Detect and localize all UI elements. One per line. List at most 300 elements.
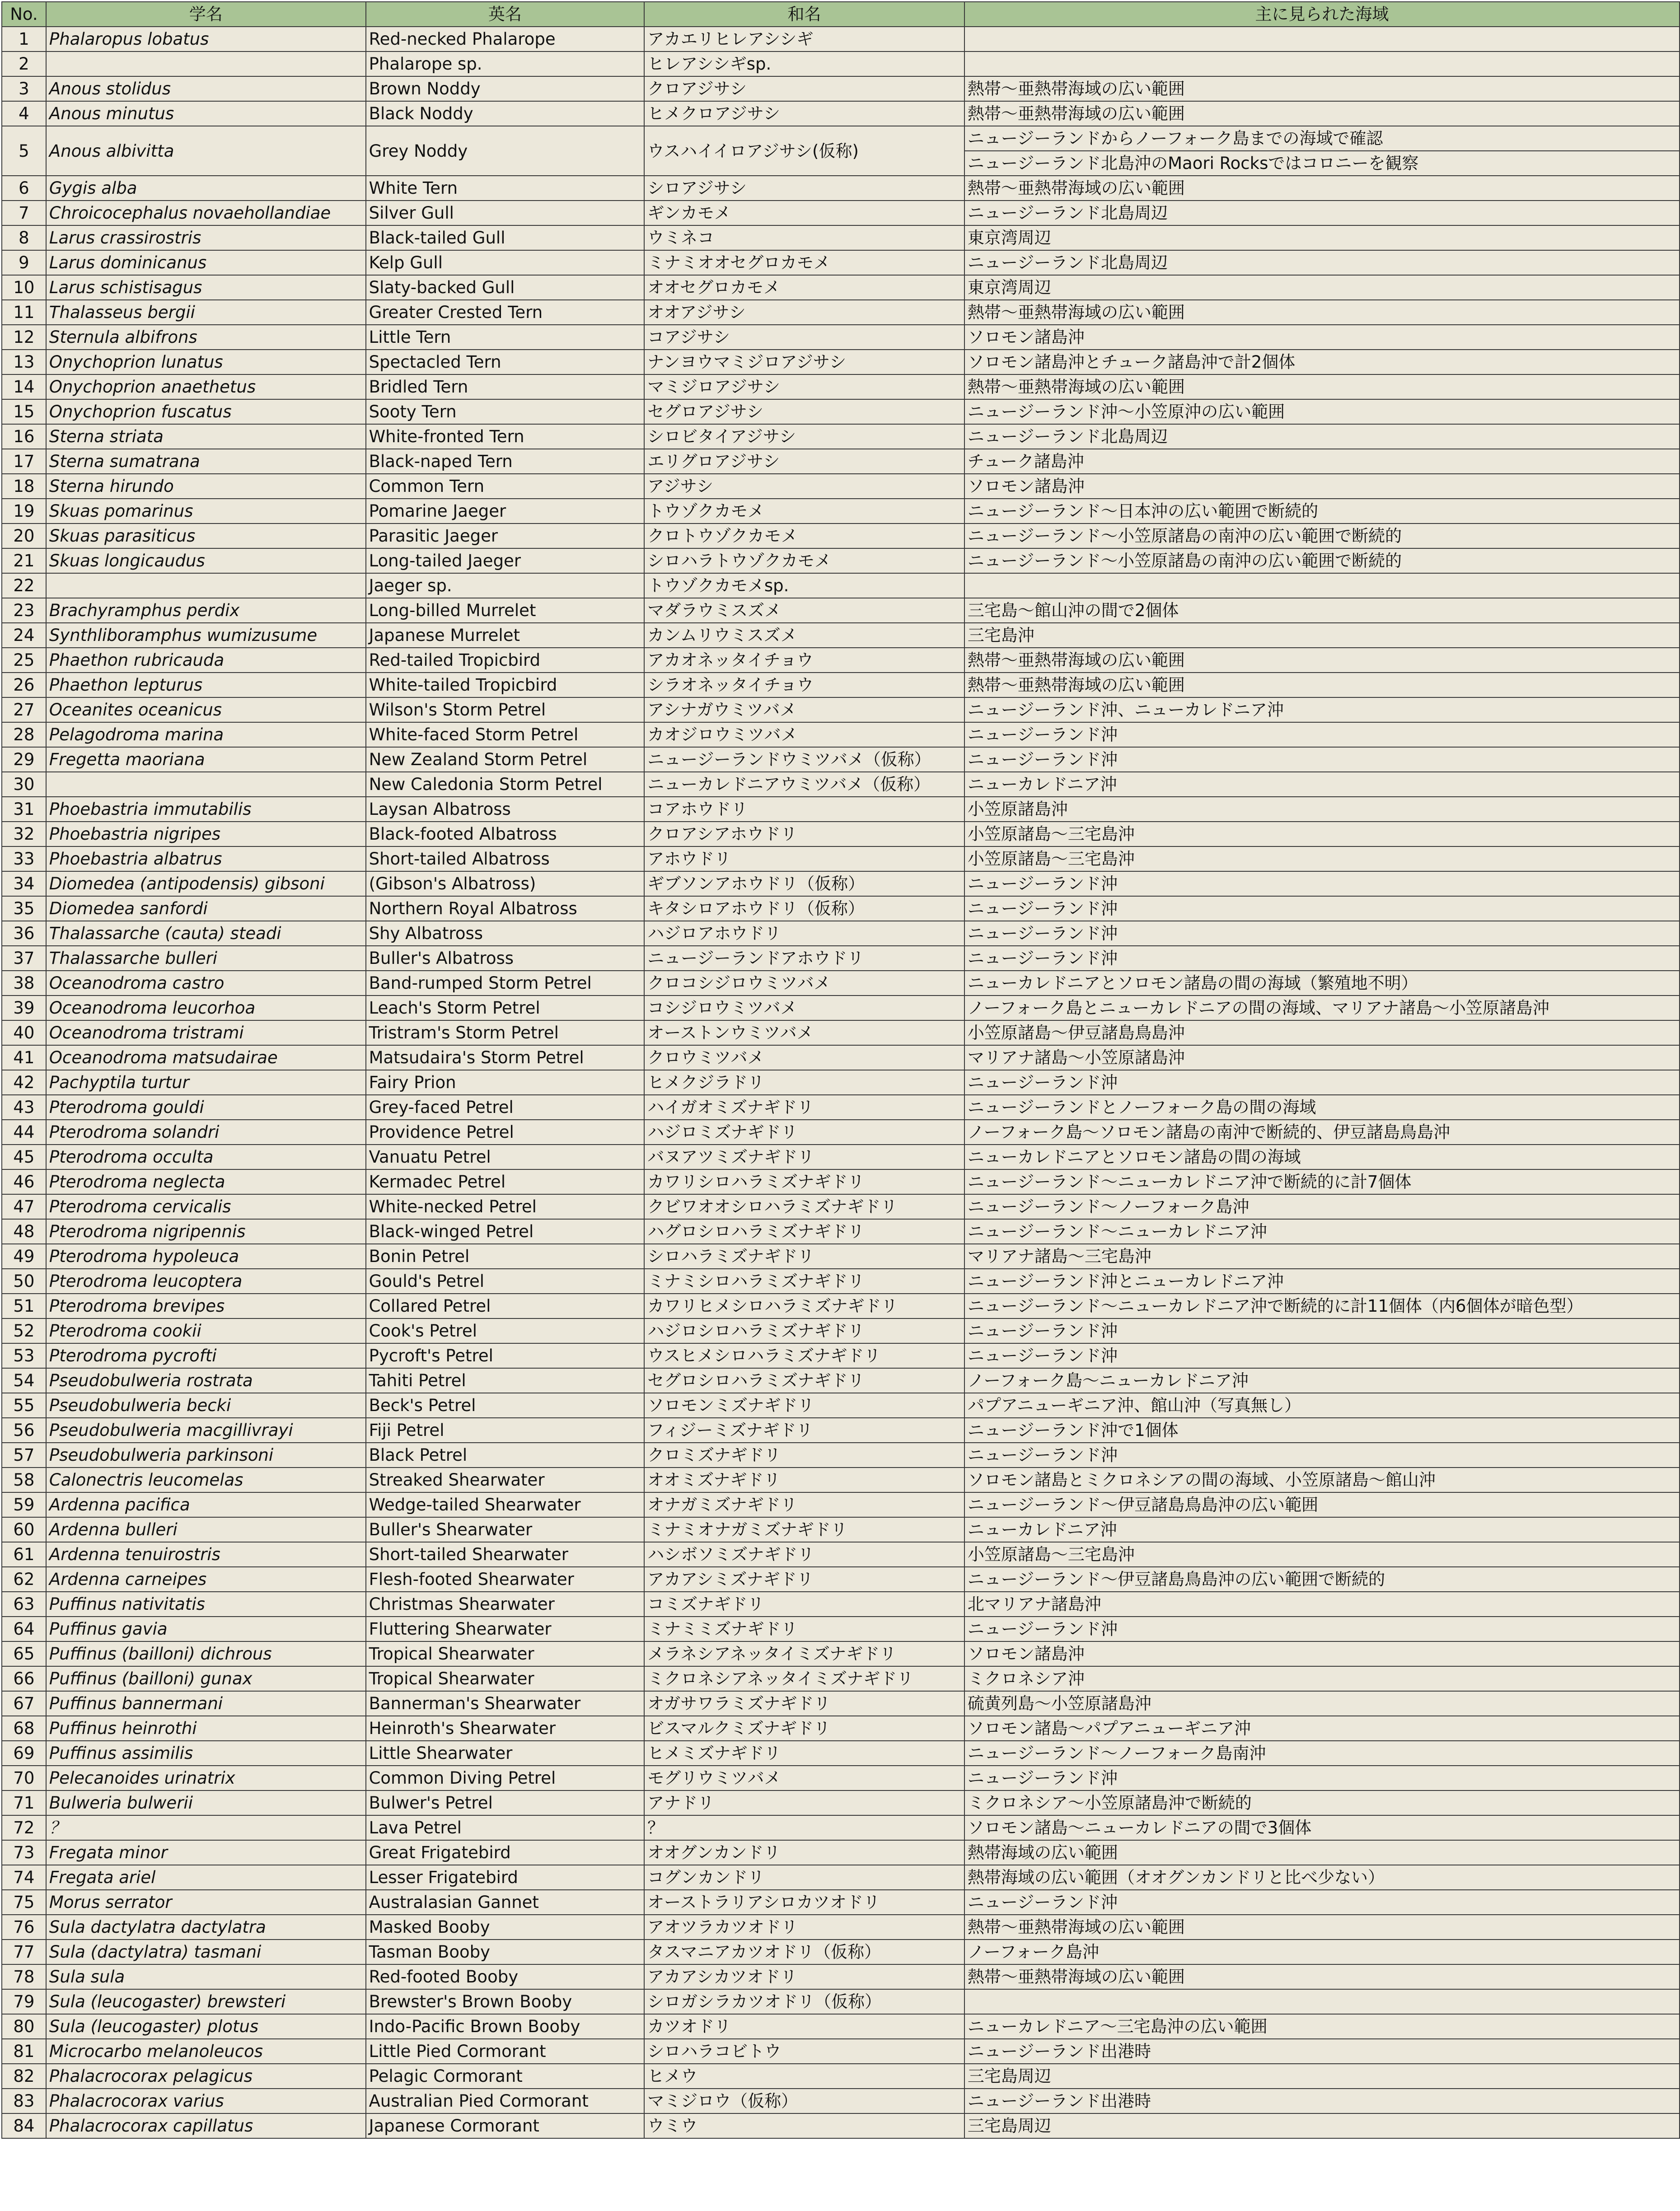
cell-english-name: Streaked Shearwater	[366, 1468, 645, 1492]
cell-no: 7	[2, 201, 46, 225]
cell-english-name: Australian Pied Cormorant	[366, 2089, 645, 2113]
cell-scientific-name: Oceanites oceanicus	[46, 697, 366, 722]
cell-japanese-name: ハグロシロハラミズナギドリ	[644, 1219, 964, 1244]
cell-sea-area	[964, 27, 1680, 51]
cell-no: 45	[2, 1145, 46, 1169]
cell-japanese-name: カワリヒメシロハラミズナギドリ	[644, 1294, 964, 1318]
cell-japanese-name: シロハラコビトウ	[644, 2039, 964, 2064]
cell-japanese-name: ウスハイイロアジサシ(仮称)	[644, 126, 964, 176]
cell-japanese-name: コグンカンドリ	[644, 1865, 964, 1890]
cell-english-name: Flesh-footed Shearwater	[366, 1567, 645, 1592]
cell-no: 55	[2, 1393, 46, 1418]
table-row	[2, 1741, 1680, 1766]
cell-no: 54	[2, 1368, 46, 1393]
cell-sea-area: ニュージーランド沖	[964, 871, 1680, 896]
table-row	[2, 225, 1680, 250]
cell-sea-area: ソロモン諸島沖	[964, 474, 1680, 499]
cell-japanese-name: アカアシカツオドリ	[644, 1964, 964, 1989]
cell-no: 62	[2, 1567, 46, 1592]
cell-sea-area: ソロモン諸島沖	[964, 325, 1680, 350]
cell-sea-area: 小笠原諸島～三宅島沖	[964, 1542, 1680, 1567]
cell-english-name: Kelp Gull	[366, 250, 645, 275]
cell-english-name: Little Shearwater	[366, 1741, 645, 1766]
cell-japanese-name: カオジロウミツバメ	[644, 722, 964, 747]
table-row	[2, 1617, 1680, 1641]
cell-japanese-name: クロトウゾクカモメ	[644, 524, 964, 548]
cell-japanese-name: オオアジサシ	[644, 300, 964, 325]
cell-no: 28	[2, 722, 46, 747]
table-row	[2, 176, 1680, 201]
cell-sea-area: ノーフォーク島沖	[964, 1940, 1680, 1964]
cell-english-name: Black Noddy	[366, 101, 645, 126]
cell-no: 20	[2, 524, 46, 548]
cell-sea-area: 熱帯海域の広い範囲（オオグンカンドリと比べ少ない）	[964, 1865, 1680, 1890]
cell-scientific-name: Bulweria bulwerii	[46, 1790, 366, 1815]
cell-japanese-name: トウゾクカモメsp.	[644, 573, 964, 598]
cell-japanese-name: クロコシジロウミツバメ	[644, 971, 964, 996]
cell-english-name: Shy Albatross	[366, 921, 645, 946]
table-row	[2, 747, 1680, 772]
cell-sea-area: ニュージーランド～ノーフォーク島沖	[964, 1194, 1680, 1219]
cell-scientific-name	[46, 573, 366, 598]
cell-japanese-name: ウスヒメシロハラミズナギドリ	[644, 1343, 964, 1368]
table-row	[2, 2089, 1680, 2113]
cell-sea-area: ソロモン諸島沖	[964, 1641, 1680, 1666]
table-row	[2, 350, 1680, 374]
cell-english-name: Jaeger sp.	[366, 573, 645, 598]
cell-no: 81	[2, 2039, 46, 2064]
cell-scientific-name	[46, 772, 366, 797]
table-row	[2, 1194, 1680, 1219]
cell-english-name: Brewster's Brown Booby	[366, 1989, 645, 2014]
table-row	[2, 2014, 1680, 2039]
cell-scientific-name: Anous stolidus	[46, 76, 366, 101]
table-row	[2, 946, 1680, 971]
table-row	[2, 1393, 1680, 1418]
cell-scientific-name: Diomedea (antipodensis) gibsoni	[46, 871, 366, 896]
cell-english-name: White-tailed Tropicbird	[366, 673, 645, 697]
cell-scientific-name: Phalacrocorax capillatus	[46, 2113, 366, 2138]
cell-english-name: White-necked Petrel	[366, 1194, 645, 1219]
header-sea-area: 主に見られた海域	[964, 2, 1680, 27]
table-row	[2, 623, 1680, 648]
cell-english-name: Wedge-tailed Shearwater	[366, 1492, 645, 1517]
cell-scientific-name: Oceanodroma castro	[46, 971, 366, 996]
table-row	[2, 2113, 1680, 2138]
cell-scientific-name: Fregata minor	[46, 1840, 366, 1865]
table-row	[2, 1915, 1680, 1940]
cell-scientific-name: Calonectris leucomelas	[46, 1468, 366, 1492]
cell-japanese-name: シロビタイアジサシ	[644, 424, 964, 449]
cell-scientific-name: Phalacrocorax varius	[46, 2089, 366, 2113]
cell-sea-area: 小笠原諸島～伊豆諸島鳥島沖	[964, 1020, 1680, 1045]
table-row	[2, 697, 1680, 722]
cell-sea-area: パプアニューギニア沖、館山沖（写真無し）	[964, 1393, 1680, 1418]
cell-japanese-name: ミナミオナガミズナギドリ	[644, 1517, 964, 1542]
cell-scientific-name: Larus schistisagus	[46, 275, 366, 300]
table-row	[2, 474, 1680, 499]
cell-japanese-name: ビスマルクミズナギドリ	[644, 1716, 964, 1741]
cell-japanese-name: オオミズナギドリ	[644, 1468, 964, 1492]
cell-japanese-name: ミクロネシアネッタイミズナギドリ	[644, 1666, 964, 1691]
cell-japanese-name: トウゾクカモメ	[644, 499, 964, 524]
cell-japanese-name: ハイガオミズナギドリ	[644, 1095, 964, 1120]
cell-scientific-name: Sternula albifrons	[46, 325, 366, 350]
cell-no: 66	[2, 1666, 46, 1691]
cell-sea-area: 小笠原諸島～三宅島沖	[964, 822, 1680, 846]
cell-sea-area: ニュージーランド～小笠原諸島の南沖の広い範囲で断続的	[964, 548, 1680, 573]
cell-no: 58	[2, 1468, 46, 1492]
cell-no: 17	[2, 449, 46, 474]
table-row	[2, 1790, 1680, 1815]
cell-japanese-name: クロミズナギドリ	[644, 1443, 964, 1468]
table-row	[2, 1070, 1680, 1095]
table-row	[2, 1940, 1680, 1964]
cell-japanese-name: ニュージーランドウミツバメ（仮称）	[644, 747, 964, 772]
cell-sea-area: ニュージーランド～ノーフォーク島南沖	[964, 1741, 1680, 1766]
cell-scientific-name: Anous albivitta	[46, 126, 366, 176]
cell-no: 83	[2, 2089, 46, 2113]
cell-japanese-name: オガサワラミズナギドリ	[644, 1691, 964, 1716]
cell-no: 43	[2, 1095, 46, 1120]
cell-japanese-name: コアホウドリ	[644, 797, 964, 822]
cell-sea-area: ニューカレドニアとソロモン諸島の間の海域	[964, 1145, 1680, 1169]
cell-japanese-name: メラネシアネッタイミズナギドリ	[644, 1641, 964, 1666]
cell-english-name: New Caledonia Storm Petrel	[366, 772, 645, 797]
cell-scientific-name: Sula (leucogaster) brewsteri	[46, 1989, 366, 2014]
cell-sea-area: ニュージーランド沖	[964, 921, 1680, 946]
cell-scientific-name: Puffinus assimilis	[46, 1741, 366, 1766]
cell-sea-area: ニュージーランド沖とニューカレドニア沖	[964, 1269, 1680, 1294]
cell-english-name: Black-footed Albatross	[366, 822, 645, 846]
cell-english-name: Great Frigatebird	[366, 1840, 645, 1865]
cell-japanese-name: ニューカレドニアウミツバメ（仮称）	[644, 772, 964, 797]
cell-sea-area: ニュージーランド沖で1個体	[964, 1418, 1680, 1443]
cell-no: 30	[2, 772, 46, 797]
cell-japanese-name: ナンヨウマミジロアジサシ	[644, 350, 964, 374]
cell-english-name: Little Tern	[366, 325, 645, 350]
cell-scientific-name: Pterodroma cervicalis	[46, 1194, 366, 1219]
cell-scientific-name: Pseudobulweria rostrata	[46, 1368, 366, 1393]
cell-sea-area: ニュージーランド沖	[964, 747, 1680, 772]
cell-no: 41	[2, 1045, 46, 1070]
cell-no: 15	[2, 399, 46, 424]
cell-scientific-name: Pterodroma nigripennis	[46, 1219, 366, 1244]
cell-english-name: Pomarine Jaeger	[366, 499, 645, 524]
cell-sea-area: 熱帯～亜熱帯海域の広い範囲	[964, 300, 1680, 325]
cell-no: 34	[2, 871, 46, 896]
table-row	[2, 126, 1680, 151]
cell-no: 52	[2, 1318, 46, 1343]
table-row	[2, 1840, 1680, 1865]
cell-sea-area: ニュージーランド沖	[964, 1890, 1680, 1915]
cell-english-name: Indo-Pacific Brown Booby	[366, 2014, 645, 2039]
cell-english-name: Lava Petrel	[366, 1815, 645, 1840]
cell-sea-area: マリアナ諸島～小笠原諸島沖	[964, 1045, 1680, 1070]
cell-scientific-name: Pterodroma gouldi	[46, 1095, 366, 1120]
cell-sea-area: ニュージーランド～ニューカレドニア沖	[964, 1219, 1680, 1244]
cell-english-name: Wilson's Storm Petrel	[366, 697, 645, 722]
cell-no: 63	[2, 1592, 46, 1617]
cell-sea-area	[964, 51, 1680, 76]
cell-no: 56	[2, 1418, 46, 1443]
cell-sea-area: 熱帯～亜熱帯海域の広い範囲	[964, 673, 1680, 697]
cell-sea-area: 北マリアナ諸島沖	[964, 1592, 1680, 1617]
cell-scientific-name: Puffinus (bailloni) gunax	[46, 1666, 366, 1691]
cell-no: 57	[2, 1443, 46, 1468]
cell-no: 84	[2, 2113, 46, 2138]
cell-no: 50	[2, 1269, 46, 1294]
cell-japanese-name: ヒメミズナギドリ	[644, 1741, 964, 1766]
cell-japanese-name: アシナガウミツバメ	[644, 697, 964, 722]
cell-no: 5	[2, 126, 46, 176]
cell-sea-area: ニュージーランド北島周辺	[964, 250, 1680, 275]
cell-japanese-name: ギンカモメ	[644, 201, 964, 225]
table-row	[2, 871, 1680, 896]
species-table	[1, 1, 1680, 2139]
cell-english-name: Tahiti Petrel	[366, 1368, 645, 1393]
cell-japanese-name: コシジロウミツバメ	[644, 996, 964, 1020]
cell-japanese-name: ミナミシロハラミズナギドリ	[644, 1269, 964, 1294]
cell-scientific-name: Thalasseus bergii	[46, 300, 366, 325]
cell-scientific-name: Oceanodroma tristrami	[46, 1020, 366, 1045]
table-row	[2, 449, 1680, 474]
cell-sea-area: ニュージーランド沖	[964, 1766, 1680, 1790]
table-row	[2, 1691, 1680, 1716]
cell-scientific-name: Onychoprion fuscatus	[46, 399, 366, 424]
cell-sea-area: ニュージーランド沖、ニューカレドニア沖	[964, 697, 1680, 722]
table-row	[2, 374, 1680, 399]
cell-sea-area: ニュージーランド北島沖のMaori Rocksではコロニーを観察	[964, 151, 1680, 176]
cell-scientific-name: Ardenna bulleri	[46, 1517, 366, 1542]
cell-sea-area: ノーフォーク島～ソロモン諸島の南沖で断続的、伊豆諸島鳥島沖	[964, 1120, 1680, 1145]
cell-no: 65	[2, 1641, 46, 1666]
cell-no: 39	[2, 996, 46, 1020]
cell-japanese-name: バヌアツミズナギドリ	[644, 1145, 964, 1169]
cell-sea-area: ニュージーランドとノーフォーク島の間の海域	[964, 1095, 1680, 1120]
cell-scientific-name: Puffinus nativitatis	[46, 1592, 366, 1617]
cell-english-name: Spectacled Tern	[366, 350, 645, 374]
cell-no: 26	[2, 673, 46, 697]
table-row	[2, 1641, 1680, 1666]
cell-japanese-name: コミズナギドリ	[644, 1592, 964, 1617]
cell-scientific-name: Phalacrocorax pelagicus	[46, 2064, 366, 2089]
table-row	[2, 201, 1680, 225]
table-row	[2, 1468, 1680, 1492]
cell-english-name: Bannerman's Shearwater	[366, 1691, 645, 1716]
cell-japanese-name: クビワオオシロハラミズナギドリ	[644, 1194, 964, 1219]
header-no: No.	[2, 2, 46, 27]
cell-japanese-name: アオツラカツオドリ	[644, 1915, 964, 1940]
cell-english-name: Tropical Shearwater	[366, 1641, 645, 1666]
cell-japanese-name: クロウミツバメ	[644, 1045, 964, 1070]
cell-sea-area: 三宅島沖	[964, 623, 1680, 648]
cell-no: 73	[2, 1840, 46, 1865]
cell-scientific-name: Thalassarche bulleri	[46, 946, 366, 971]
cell-sea-area: ニュージーランド出港時	[964, 2039, 1680, 2064]
cell-english-name: Little Pied Cormorant	[366, 2039, 645, 2064]
cell-no: 49	[2, 1244, 46, 1269]
cell-scientific-name: Brachyramphus perdix	[46, 598, 366, 623]
cell-japanese-name: ハジロミズナギドリ	[644, 1120, 964, 1145]
cell-english-name: Parasitic Jaeger	[366, 524, 645, 548]
cell-japanese-name: ミナミオオセグロカモメ	[644, 250, 964, 275]
cell-no: 59	[2, 1492, 46, 1517]
cell-scientific-name: ？	[46, 1815, 366, 1840]
header-english-name: 英名	[366, 2, 645, 27]
cell-scientific-name: Phoebastria immutabilis	[46, 797, 366, 822]
cell-scientific-name: Puffinus gavia	[46, 1617, 366, 1641]
table-row	[2, 1766, 1680, 1790]
cell-no: 71	[2, 1790, 46, 1815]
cell-japanese-name: セグロアジサシ	[644, 399, 964, 424]
cell-scientific-name: Pseudobulweria becki	[46, 1393, 366, 1418]
cell-japanese-name: キタシロアホウドリ（仮称）	[644, 896, 964, 921]
table-row	[2, 896, 1680, 921]
table-row	[2, 1219, 1680, 1244]
cell-japanese-name: ハジロシロハラミズナギドリ	[644, 1318, 964, 1343]
cell-no: 37	[2, 946, 46, 971]
cell-sea-area: ソロモン諸島とミクロネシアの間の海域、小笠原諸島～館山沖	[964, 1468, 1680, 1492]
cell-no: 24	[2, 623, 46, 648]
table-row	[2, 1964, 1680, 1989]
header-japanese-name: 和名	[644, 2, 964, 27]
cell-english-name: Red-tailed Tropicbird	[366, 648, 645, 673]
cell-scientific-name: Fregata ariel	[46, 1865, 366, 1890]
cell-english-name: Pycroft's Petrel	[366, 1343, 645, 1368]
cell-english-name: Collared Petrel	[366, 1294, 645, 1318]
cell-scientific-name: Thalassarche (cauta) steadi	[46, 921, 366, 946]
cell-sea-area: ニュージーランド沖	[964, 1443, 1680, 1468]
cell-scientific-name: Gygis alba	[46, 176, 366, 201]
cell-japanese-name: マダラウミスズメ	[644, 598, 964, 623]
table-row	[2, 1368, 1680, 1393]
table-row	[2, 548, 1680, 573]
table-row	[2, 1318, 1680, 1343]
cell-english-name: Buller's Albatross	[366, 946, 645, 971]
cell-english-name: Fiji Petrel	[366, 1418, 645, 1443]
cell-no: 4	[2, 101, 46, 126]
cell-japanese-name: ミナミミズナギドリ	[644, 1617, 964, 1641]
table-row	[2, 1045, 1680, 1070]
cell-sea-area	[964, 573, 1680, 598]
cell-sea-area: 東京湾周辺	[964, 275, 1680, 300]
cell-scientific-name: Skuas pomarinus	[46, 499, 366, 524]
table-row	[2, 424, 1680, 449]
cell-english-name: Short-tailed Albatross	[366, 846, 645, 871]
cell-no: 21	[2, 548, 46, 573]
table-row	[2, 1815, 1680, 1840]
cell-no: 10	[2, 275, 46, 300]
table-row	[2, 300, 1680, 325]
cell-japanese-name: カツオドリ	[644, 2014, 964, 2039]
table-row	[2, 1145, 1680, 1169]
cell-english-name: Silver Gull	[366, 201, 645, 225]
cell-scientific-name: Pterodroma brevipes	[46, 1294, 366, 1318]
cell-english-name: Fairy Prion	[366, 1070, 645, 1095]
cell-no: 72	[2, 1815, 46, 1840]
cell-english-name: Red-footed Booby	[366, 1964, 645, 1989]
cell-scientific-name: Phaethon rubricauda	[46, 648, 366, 673]
cell-japanese-name: ギブソンアホウドリ（仮称）	[644, 871, 964, 896]
cell-english-name: White-fronted Tern	[366, 424, 645, 449]
table-row	[2, 250, 1680, 275]
table-row	[2, 2064, 1680, 2089]
cell-no: 80	[2, 2014, 46, 2039]
table-row	[2, 101, 1680, 126]
table-row	[2, 1244, 1680, 1269]
cell-japanese-name: オオグンカンドリ	[644, 1840, 964, 1865]
cell-no: 27	[2, 697, 46, 722]
table-row	[2, 1492, 1680, 1517]
cell-no: 77	[2, 1940, 46, 1964]
cell-english-name: Slaty-backed Gull	[366, 275, 645, 300]
cell-english-name: Kermadec Petrel	[366, 1169, 645, 1194]
cell-japanese-name: オオセグロカモメ	[644, 275, 964, 300]
cell-japanese-name: ヒメクロアジサシ	[644, 101, 964, 126]
cell-no: 25	[2, 648, 46, 673]
table-row	[2, 27, 1680, 51]
cell-sea-area: ミクロネシア～小笠原諸島沖で断続的	[964, 1790, 1680, 1815]
table-row	[2, 996, 1680, 1020]
cell-english-name: Beck's Petrel	[366, 1393, 645, 1418]
cell-english-name: Black-winged Petrel	[366, 1219, 645, 1244]
cell-no: 2	[2, 51, 46, 76]
cell-english-name: Common Tern	[366, 474, 645, 499]
cell-japanese-name: シロアジサシ	[644, 176, 964, 201]
table-row	[2, 1666, 1680, 1691]
cell-no: 51	[2, 1294, 46, 1318]
cell-japanese-name: フィジーミズナギドリ	[644, 1418, 964, 1443]
table-row	[2, 1989, 1680, 2014]
table-row	[2, 524, 1680, 548]
cell-no: 14	[2, 374, 46, 399]
cell-scientific-name: Pterodroma hypoleuca	[46, 1244, 366, 1269]
cell-scientific-name: Pseudobulweria macgillivrayi	[46, 1418, 366, 1443]
cell-sea-area: ニュージーランド出港時	[964, 2089, 1680, 2113]
cell-english-name: Black Petrel	[366, 1443, 645, 1468]
cell-scientific-name: Onychoprion anaethetus	[46, 374, 366, 399]
cell-no: 70	[2, 1766, 46, 1790]
cell-sea-area: ニュージーランド～ニューカレドニア沖で断続的に計7個体	[964, 1169, 1680, 1194]
cell-sea-area: ニュージーランド北島周辺	[964, 201, 1680, 225]
cell-english-name: Long-tailed Jaeger	[366, 548, 645, 573]
cell-scientific-name: Pterodroma cookii	[46, 1318, 366, 1343]
cell-english-name: Japanese Murrelet	[366, 623, 645, 648]
cell-english-name: Tasman Booby	[366, 1940, 645, 1964]
cell-scientific-name: Puffinus (bailloni) dichrous	[46, 1641, 366, 1666]
cell-sea-area: ニュージーランド北島周辺	[964, 424, 1680, 449]
cell-scientific-name: Larus dominicanus	[46, 250, 366, 275]
table-row	[2, 1343, 1680, 1368]
cell-scientific-name: Pelagodroma marina	[46, 722, 366, 747]
cell-japanese-name: ヒメクジラドリ	[644, 1070, 964, 1095]
cell-japanese-name: ソロモンミズナギドリ	[644, 1393, 964, 1418]
cell-english-name: Black-tailed Gull	[366, 225, 645, 250]
cell-sea-area: 三宅島周辺	[964, 2113, 1680, 2138]
cell-english-name: Japanese Cormorant	[366, 2113, 645, 2138]
cell-english-name: Brown Noddy	[366, 76, 645, 101]
table-row	[2, 598, 1680, 623]
cell-scientific-name: Sula dactylatra dactylatra	[46, 1915, 366, 1940]
cell-english-name: Tropical Shearwater	[366, 1666, 645, 1691]
cell-scientific-name: Fregetta maoriana	[46, 747, 366, 772]
cell-sea-area: ニュージーランド沖	[964, 1070, 1680, 1095]
cell-no: 42	[2, 1070, 46, 1095]
table-row	[2, 275, 1680, 300]
table-row	[2, 1542, 1680, 1567]
cell-no: 22	[2, 573, 46, 598]
